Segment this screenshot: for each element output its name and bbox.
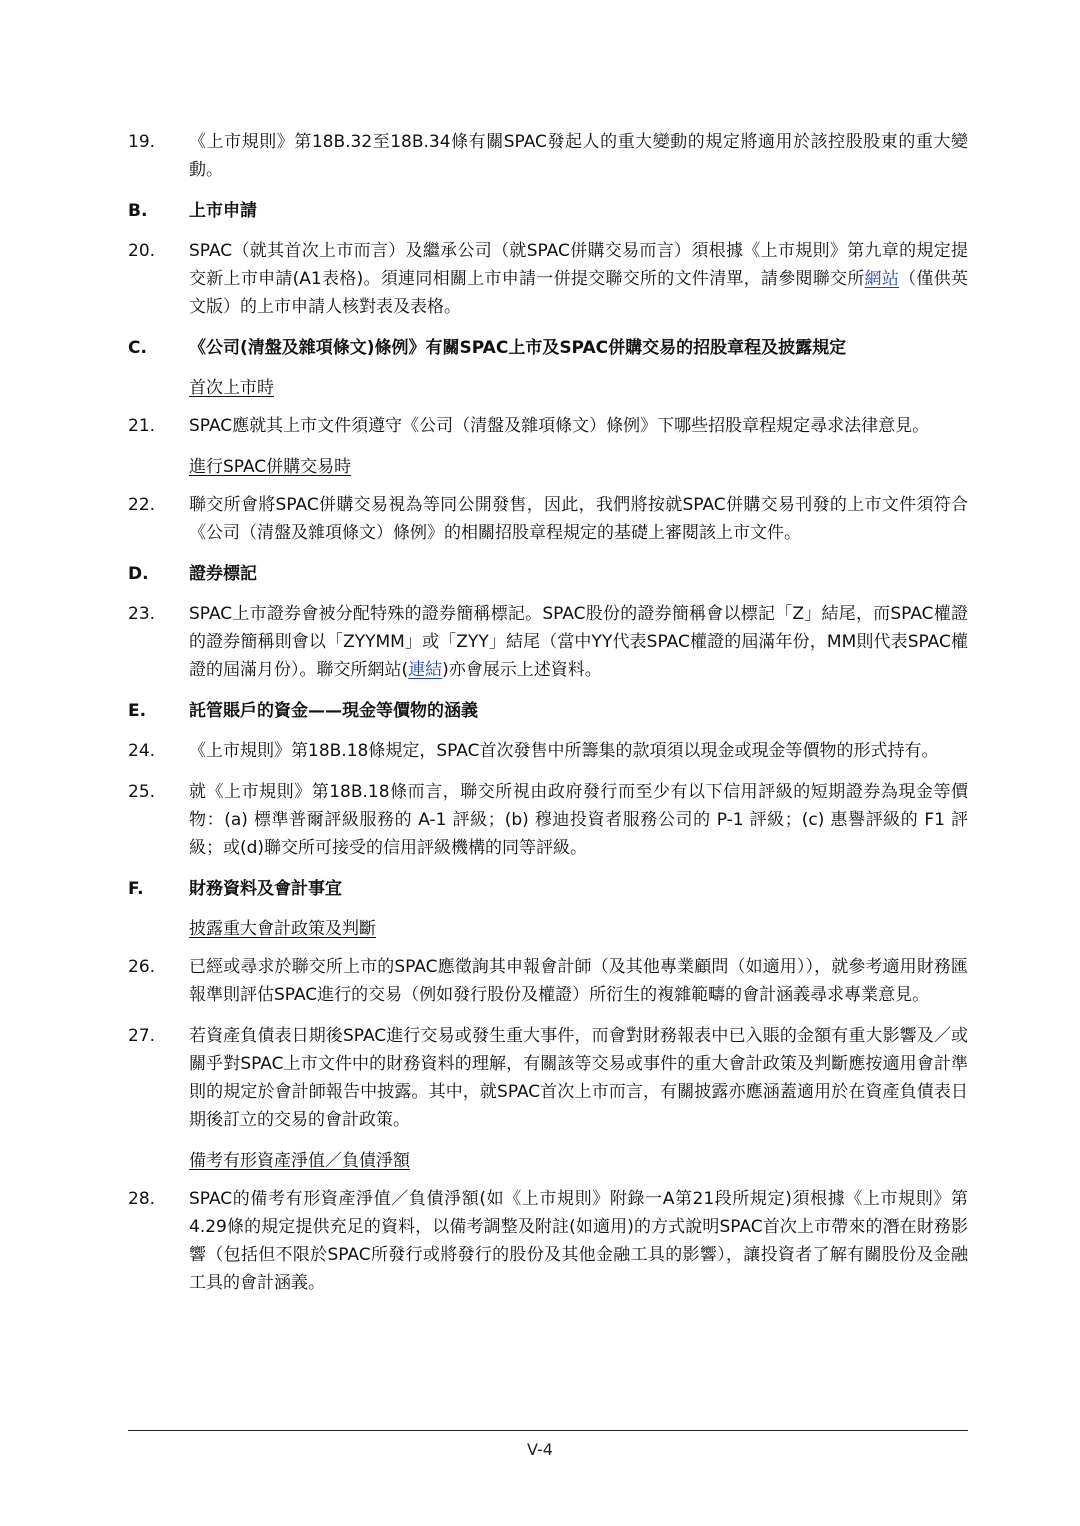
section-heading-f [128, 875, 968, 903]
subheading-text: 首次上市時 [189, 378, 274, 398]
paragraph-21 [128, 412, 968, 440]
paragraph-text: SPAC的備考有形資產淨值／負債淨額(如《上市規則》附錄一A第21段所規定)須根據《上市規則》第4.29條的規定提供充足的資料，以備考調整及附註(如適用)的方式說明SPAC首次上市帶來的潛在財務影響（包括但不限於SPAC所發行或將發行的股份及其他金融工具的影響），讓投資者了解有關股份及金融工具的會計涵義。 [189, 1189, 968, 1293]
paragraph-text: 已經或尋求於聯交所上市的SPAC應徵詢其申報會計師（及其他專業顧問（如適用）），就參考適用財務匯報準則評估SPAC進行的交易（例如發行股份及權證）所衍生的複雜範疇的會計涵義尋求專業意見。 [189, 957, 968, 1005]
paragraph-number: 28. [128, 1189, 156, 1209]
section-title: 託管賬戶的資金——現金等價物的涵義 [189, 701, 478, 721]
paragraph-19 [128, 128, 968, 184]
section-letter: E. [128, 701, 147, 721]
paragraph-20 [128, 237, 968, 321]
paragraph-27 [128, 1022, 968, 1134]
document-body [128, 128, 968, 1310]
paragraph-number: 22. [128, 495, 156, 515]
subheading-text: 進行SPAC併購交易時 [189, 457, 352, 477]
paragraph-24 [128, 737, 968, 765]
section-title: 上市申請 [189, 201, 257, 221]
paragraph-text-part: )亦會展示上述資料。 [442, 660, 602, 680]
paragraph-28 [128, 1185, 968, 1297]
paragraph-text: 《上市規則》第18B.18條規定，SPAC首次發售中所籌集的款項須以現金或現金等價物的形式持有。 [189, 741, 939, 761]
paragraph-number: 21. [128, 416, 156, 436]
section-heading-c [128, 334, 968, 362]
paragraph-text [189, 600, 968, 684]
subheading [128, 915, 968, 943]
page-number: V-4 [527, 1440, 553, 1459]
paragraph-text-part: SPAC（就其首次上市而言）及繼承公司（就SPAC併購交易而言）須根據《上市規則》第九章的規定提交新上市申請(A1表格)。須連同相關上市申請一併提交聯交所的文件清單，請參閱聯交所 [189, 241, 968, 289]
section-title: 《公司(清盤及雜項條文)條例》有關SPAC上市及SPAC併購交易的招股章程及披露規定 [189, 338, 847, 358]
paragraph-number: 20. [128, 241, 156, 261]
website-link[interactable]: 連結 [408, 660, 443, 680]
section-title: 證券標記 [189, 564, 257, 584]
website-link[interactable]: 網站 [864, 269, 900, 289]
section-letter: C. [128, 338, 147, 358]
paragraph-number: 19. [128, 132, 156, 152]
section-heading-d [128, 560, 968, 588]
section-title: 財務資料及會計事宜 [189, 879, 342, 899]
subheading [128, 374, 968, 402]
section-letter: F. [128, 879, 144, 899]
paragraph-text: 就《上市規則》第18B.18條而言，聯交所視由政府發行而至少有以下信用評級的短期證券為現金等價物：(a) 標準普爾評級服務的 A-1 評級；(b) 穆迪投資者服務公司的 P-1 評級；(c) 惠譽評級的 F1 評級；或(d)聯交所可接受的信用評級機構的同等評級。 [189, 782, 968, 858]
paragraph-text [189, 237, 968, 321]
paragraph-26 [128, 953, 968, 1009]
paragraph-23 [128, 600, 968, 684]
paragraph-number: 24. [128, 741, 156, 761]
section-letter: B. [128, 201, 148, 221]
paragraph-text: 若資產負債表日期後SPAC進行交易或發生重大事件，而會對財務報表中已入賬的金額有重大影響及／或關乎對SPAC上市文件中的財務資料的理解，有關該等交易或事件的重大會計政策及判斷應按適用會計準則的規定於會計師報告中披露。其中，就SPAC首次上市而言，有關披露亦應涵蓋適用於在資產負債表日期後訂立的交易的會計政策。 [189, 1026, 968, 1130]
section-letter: D. [128, 564, 149, 584]
section-heading-b [128, 197, 968, 225]
subheading-text: 披露重大會計政策及判斷 [189, 919, 376, 939]
paragraph-number: 23. [128, 604, 156, 624]
paragraph-text: 《上市規則》第18B.32至18B.34條有關SPAC發起人的重大變動的規定將適用於該控股股東的重大變動。 [189, 132, 968, 180]
paragraph-number: 27. [128, 1026, 156, 1046]
paragraph-25 [128, 778, 968, 862]
subheading-text: 備考有形資產淨值／負債淨額 [189, 1151, 410, 1171]
paragraph-number: 26. [128, 957, 156, 977]
section-heading-e [128, 697, 968, 725]
subheading [128, 453, 968, 481]
footer-divider [128, 1430, 968, 1431]
paragraph-text-part: （僅供英文版）的上市申請人核對表及表格。 [189, 269, 968, 317]
paragraph-text: SPAC應就其上市文件須遵守《公司（清盤及雜項條文）條例》下哪些招股章程規定尋求法律意見。 [189, 416, 930, 436]
subheading [128, 1147, 968, 1175]
paragraph-number: 25. [128, 782, 156, 802]
paragraph-text: 聯交所會將SPAC併購交易視為等同公開發售，因此，我們將按就SPAC併購交易刊發的上市文件須符合《公司（清盤及雜項條文）條例》的相關招股章程規定的基礎上審閱該上市文件。 [189, 495, 968, 543]
paragraph-22 [128, 491, 968, 547]
paragraph-text-part: SPAC上市證券會被分配特殊的證券簡稱標記。SPAC股份的證券簡稱會以標記「Z」結尾，而SPAC權證的證券簡稱則會以「ZYYMM」或「ZYY」結尾（當中YY代表SPAC權證的屆滿年份，MM則代表SPAC權證的屆滿月份）。聯交所網站( [189, 604, 968, 680]
